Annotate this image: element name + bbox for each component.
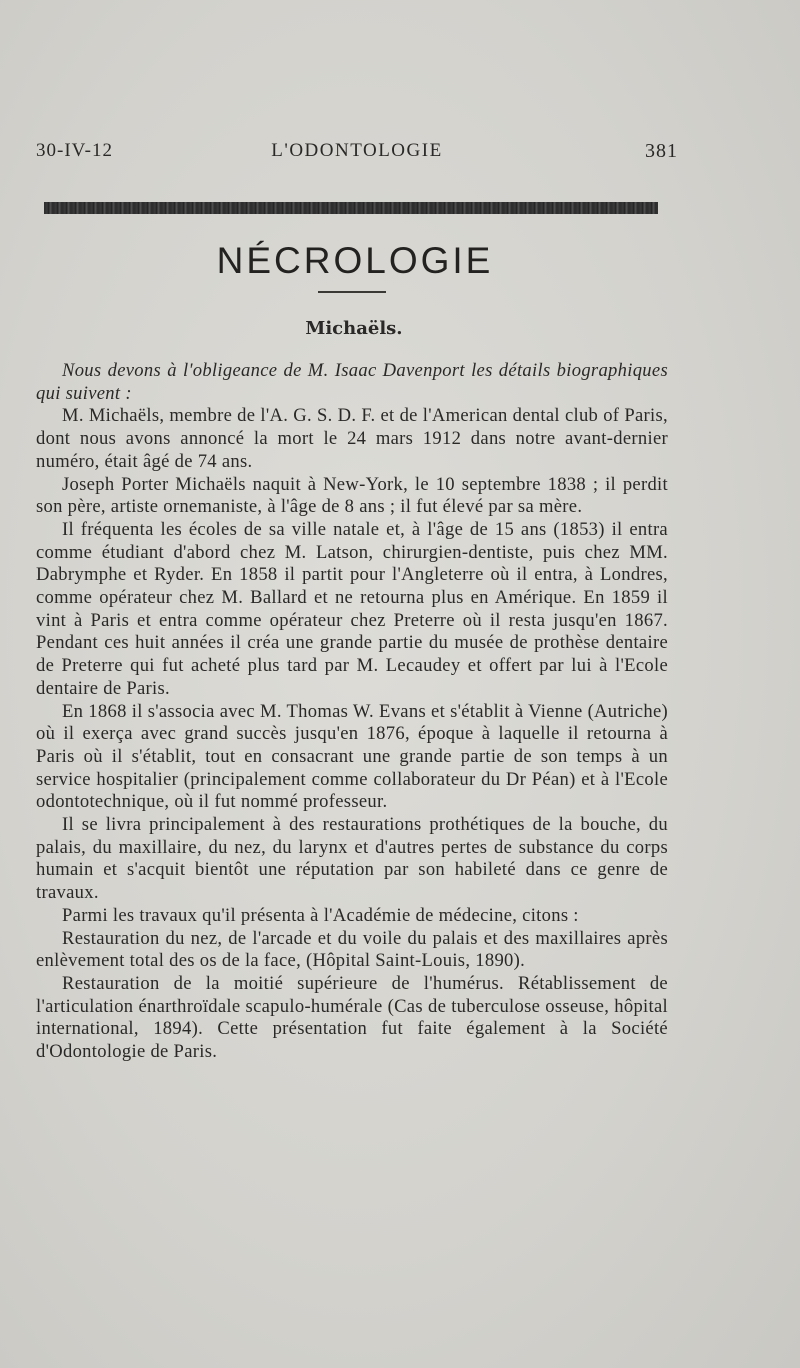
- journal-title: L'ODONTOLOGIE: [271, 140, 443, 161]
- paragraph: Parmi les travaux qu'il présenta à l'Académie de médecine, citons :: [62, 904, 579, 926]
- section-title: NÉCROLOGIE: [216, 240, 494, 281]
- page-number: 381: [645, 140, 678, 162]
- issue-date: 30-IV-12: [36, 140, 113, 161]
- obituary-subject: Michaëls.: [305, 318, 403, 339]
- paragraph: Joseph Porter Michaëls naquit à New-York, le 10 septembre 1838 ; il perdit son père, artiste ornemaniste, à l'âge de 8 ans ; il fut élevé par sa mère.: [36, 473, 668, 518]
- paragraph: Il fréquenta les écoles de sa ville natale et, à l'âge de 15 ans (1853) il entra comme étudiant d'abord chez M. Latson, chirurgien-dentiste, puis chez MM. Dabrymphe et Ryder. En 1858 il partit pour l'Angleterre où il entra, à Londres, comme opérateur chez M. Ballard et ne retourna plus en Amérique. En 1859 il vint à Paris et entra comme opérateur chez Preterre où il resta jusqu'en 1867. Pendant ces huit années il créa une grande partie du musée de prothèse dentaire de Preterre qui fut acheté plus tard par M. Lecaudey et offert par lui à l'Ecole dentaire de Paris.: [36, 518, 668, 699]
- paragraph: Restauration du nez, de l'arcade et du voile du palais et des maxillaires après enlèvement total des os de la face, (Hôpital Saint-Louis, 1890).: [36, 927, 668, 972]
- paragraph: M. Michaëls, membre de l'A. G. S. D. F. et de l'American dental club of Paris, dont nous avons annoncé la mort le 24 mars 1912 dans notre avant-dernier numéro, était âgé de 74 ans.: [36, 405, 668, 472]
- running-head: [36, 140, 678, 168]
- article-body: [36, 360, 668, 1064]
- ornamental-rule: [44, 202, 658, 214]
- paragraph-intro: Nous devons à l'obligeance de M. Isaac Davenport les détails biographiques qui suivent :: [36, 360, 668, 404]
- title-underline: [318, 291, 386, 293]
- paragraph: En 1868 il s'associa avec M. Thomas W. Evans et s'établit à Vienne (Autriche) où il exerça avec grand succès jusqu'en 1876, époque à laquelle il retourna à Paris où il s'établit, tout en consacrant une grande partie de son temps à un service hospitalier (principalement comme collaborateur du Dr Péan) et à l'Ecole odontotechnique, où il fut nommé professeur.: [36, 700, 668, 813]
- paragraph: Il se livra principalement à des restaurations prothétiques de la bouche, du palais, du maxillaire, du nez, du larynx et d'autres pertes de substance du corps humain et s'acquit bientôt une réputation par son habileté dans ce genre de travaux.: [36, 814, 668, 904]
- paragraph: Restauration de la moitié supérieure de l'humérus. Rétablissement de l'articulation énarthroïdale scapulo-humérale (Cas de tuberculose osseuse, hôpital international, 1894). Cette présentation fut faite également à la Société d'Odontologie de Paris.: [36, 972, 668, 1063]
